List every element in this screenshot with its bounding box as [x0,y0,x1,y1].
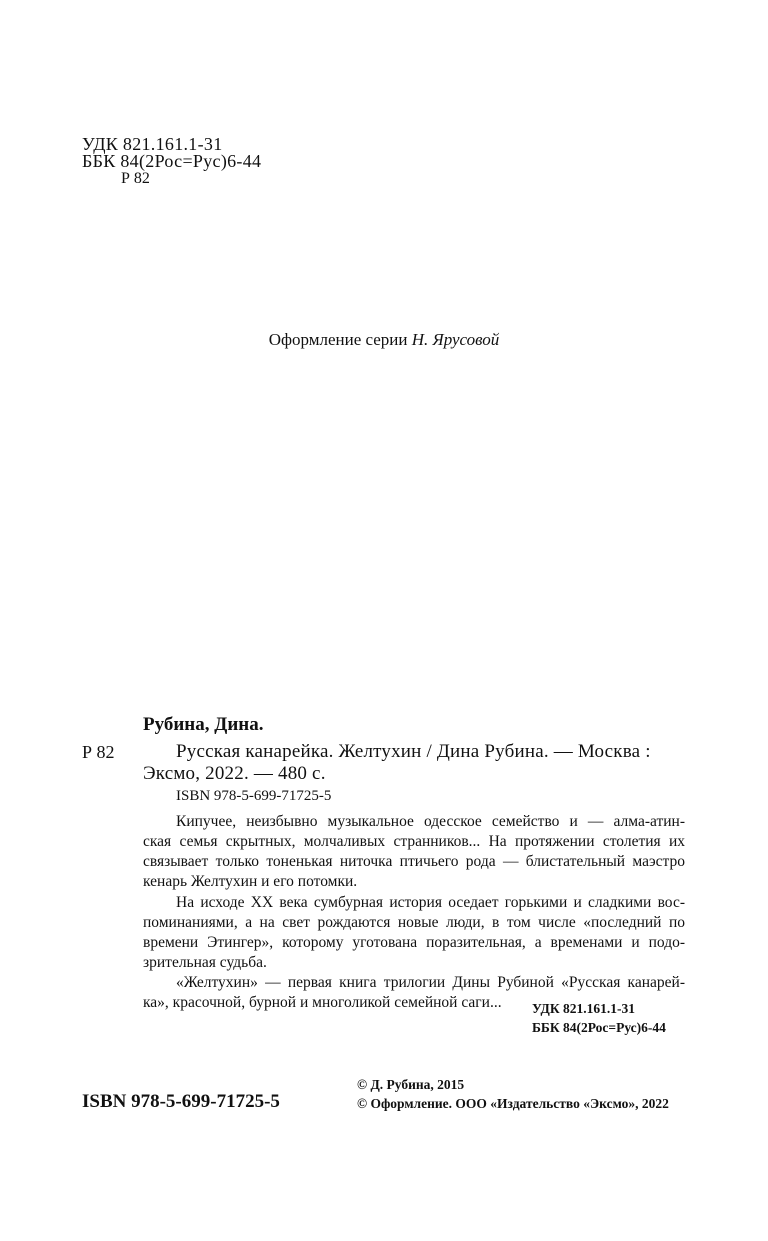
annotation-line: Кипучее, неизбывно музыкальное одесское семейство и — алма-атин- [176,813,685,830]
annotation-line: зрительная судьба. [143,954,267,971]
udk-code-bottom: УДК 821.161.1-31 [532,1001,635,1016]
copyright-design: © Оформление. ООО «Издательство «Эксмо», 2022 [357,1096,669,1111]
series-designer-name: Н. Ярусовой [411,330,500,349]
record-isbn: ISBN 978-5-699-71725-5 [176,788,332,804]
record-author-sign: Р 82 [82,742,115,762]
annotation-paragraph-2 [143,893,685,973]
bbk-code-top: ББК 84(2Рос=Рус)6-44 [82,151,262,171]
record-title-line-1: Русская канарейка. Желтухин / Дина Рубина. — Москва : [176,741,651,762]
udk-code-top: УДК 821.161.1-31 [82,134,223,154]
series-design-credit [0,330,768,350]
bbk-code-bottom: ББК 84(2Рос=Рус)6-44 [532,1020,666,1035]
annotation-line: «Желтухин» — первая книга трилогии Дины Рубиной «Русская канарей- [176,974,685,991]
annotation-line: ская семья скрытных, молчаливых странников... На протяжении столетия их [143,833,685,850]
series-design-label: Оформление серии [268,330,408,349]
record-author: Рубина, Дина. [143,714,264,735]
annotation-line: поминаниями, а на свет рождаются новые люди, в том числе «последний по [143,914,685,931]
record-title-line-2: Эксмо, 2022. — 480 с. [143,763,326,784]
author-sign-top: Р 82 [121,170,150,187]
annotation-line: времени Этингер», которому уготована поразительная, а временами и подо- [143,934,685,951]
annotation-line: На исходе ХХ века сумбурная история оседает горькими и сладкими вос- [176,894,685,911]
annotation-paragraph-1 [143,812,685,892]
annotation-line: кенарь Желтухин и его потомки. [143,873,358,890]
copyright-author: © Д. Рубина, 2015 [357,1077,465,1092]
annotation-line: ка», красочной, бурной и многоликой семейной саги... [143,994,502,1011]
isbn-main: ISBN 978-5-699-71725-5 [82,1091,280,1112]
annotation-line: связывает только тоненькая ниточка птичьего рода — блистательный маэстро [143,853,685,870]
